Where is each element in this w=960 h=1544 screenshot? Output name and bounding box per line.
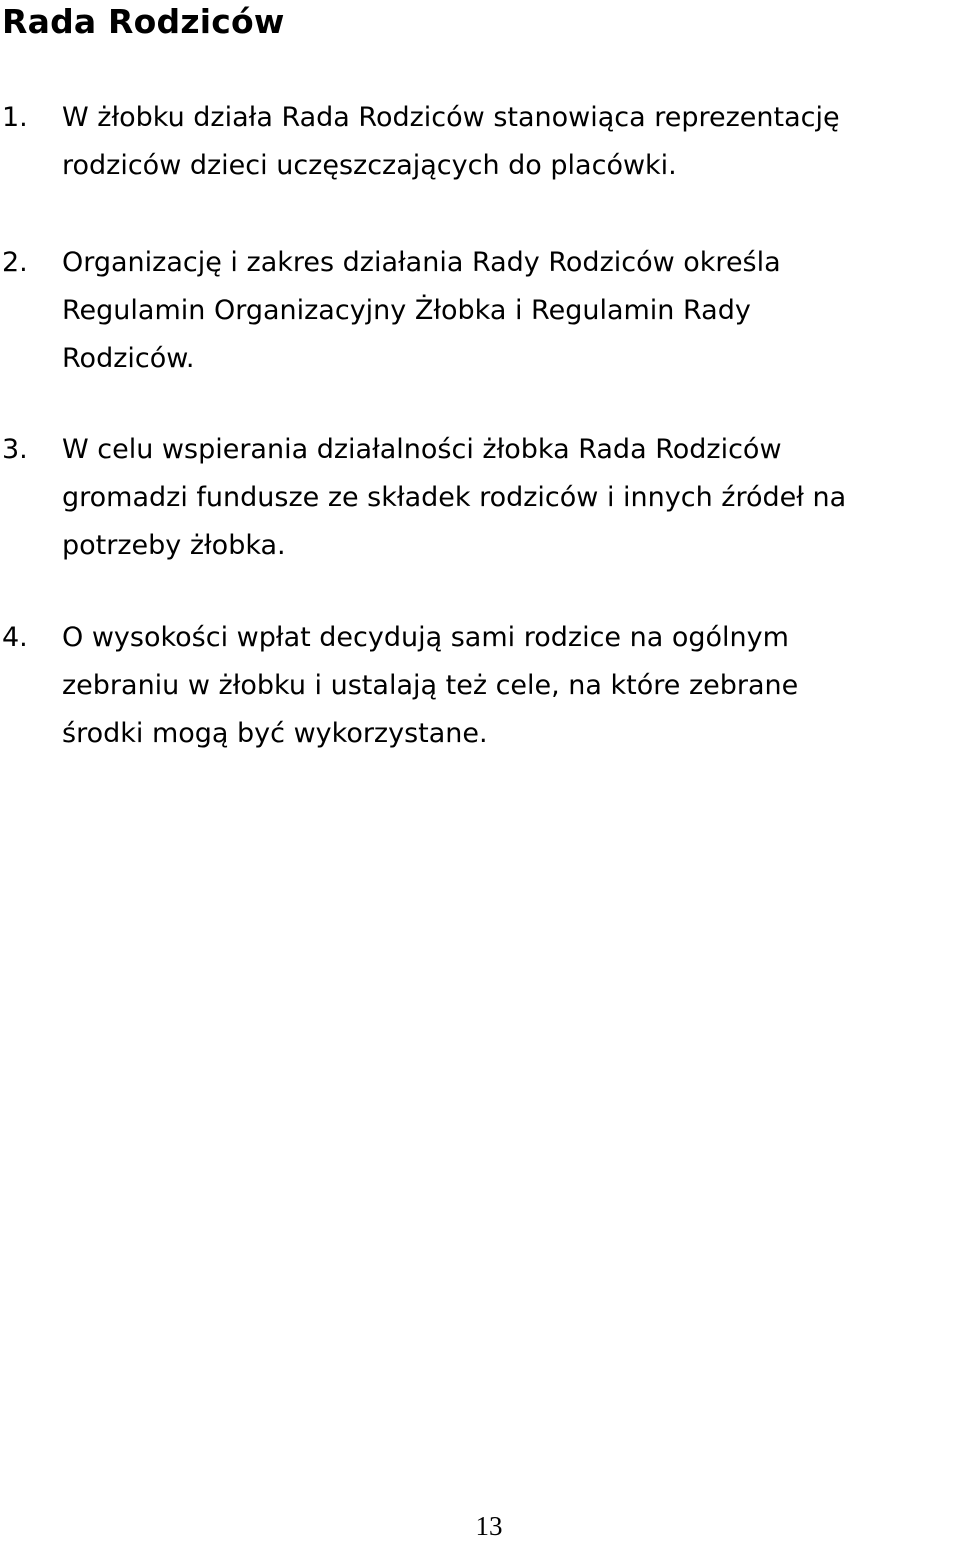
list-item-number: 4. xyxy=(2,622,28,653)
text-line: potrzeby żłobka. xyxy=(62,530,286,561)
list-item-number: 2. xyxy=(2,247,28,278)
list-item-text xyxy=(62,614,960,758)
list-item-text xyxy=(62,239,960,383)
list-item-text xyxy=(62,426,960,570)
text-line: rodziców dzieci uczęszczających do placówki. xyxy=(62,150,677,181)
text-line: gromadzi fundusze ze składek rodziców i innych źródeł na xyxy=(62,482,847,513)
document-title: Rada Rodziców xyxy=(2,2,285,41)
text-line: zebraniu w żłobku i ustalają też cele, na które zebrane xyxy=(62,670,799,701)
text-line: Rodziców. xyxy=(62,343,195,374)
text-line: Organizację i zakres działania Rady Rodziców określa xyxy=(62,247,781,278)
text-line: W celu wspierania działalności żłobka Rada Rodziców xyxy=(62,434,782,465)
text-line: Regulamin Organizacyjny Żłobka i Regulamin Rady xyxy=(62,295,751,326)
list-item-number: 3. xyxy=(2,434,28,465)
list-item-text xyxy=(62,94,960,190)
text-line: środki mogą być wykorzystane. xyxy=(62,718,488,749)
list-item-number: 1. xyxy=(2,102,28,133)
text-line: O wysokości wpłat decydują sami rodzice na ogólnym xyxy=(62,622,789,653)
text-line: W żłobku działa Rada Rodziców stanowiąca reprezentację xyxy=(62,102,840,133)
page-number: 13 xyxy=(475,1511,503,1541)
